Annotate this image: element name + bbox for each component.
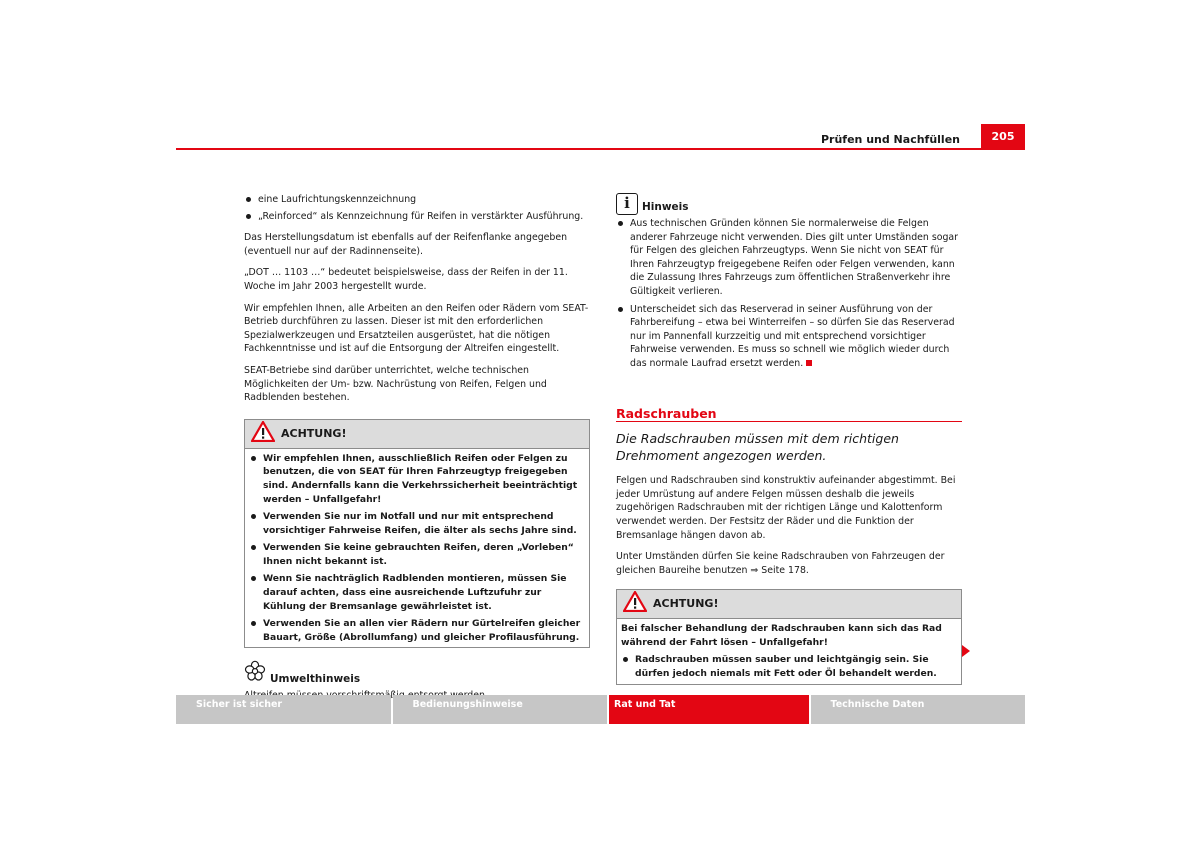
page-header-title: Prüfen und Nachfüllen — [820, 133, 960, 146]
paragraph: „DOT … 1103 …“ bedeutet beispielsweise, dass der Reifen in der 11. Woche im Jahr 2003 hergestellt wurde. — [244, 267, 568, 292]
header-rule — [176, 148, 1025, 150]
end-of-section-icon — [806, 360, 812, 366]
warning-item: Radschrauben müssen sauber und leichtgängig sein. Sie dürfen jedoch niemals mit Fett oder Öl behandelt werden. — [621, 653, 957, 680]
info-icon: i — [616, 193, 638, 215]
warning-triangle-icon — [251, 421, 275, 447]
warning-title: ACHTUNG! — [281, 426, 347, 440]
footer-tab-rat-und-tat[interactable]: Rat und Tat — [609, 695, 809, 724]
footer-tab-bedienungshinweise[interactable]: Bedienungshinweise — [393, 695, 608, 724]
paragraph: Unter Umständen dürfen Sie keine Radschrauben von Fahrzeugen der gleichen Baureihe benutzen ⇒ Seite 178. — [616, 551, 945, 576]
right-column — [616, 193, 962, 697]
list-item: eine Laufrichtungskennzeichnung — [244, 193, 590, 207]
warning-item: Wir empfehlen Ihnen, ausschließlich Reifen oder Felgen zu benutzen, die von SEAT für Ihren Fahrzeugtyp freigegeben sind. Andernfalls kann die Verkehrssicherheit beeinträchtigt werden – Unfallgefahr! — [249, 452, 585, 506]
paragraph: Das Herstellungsdatum ist ebenfalls auf der Reifenflanke angegeben (eventuell nur auf der Radinnenseite). — [244, 232, 568, 257]
environment-note-title: Umwelthinweis — [270, 673, 361, 686]
paragraph: Felgen und Radschrauben sind konstruktiv aufeinander abgestimmt. Bei jeder Umrüstung auf andere Felgen müssen deshalb die jeweils zugehörigen Radschrauben mit der richtigen Länge und Kalottenform verwendet werden. Der Festsitz der Räder und die Funktion der Bremsanlage hängen davon ab. — [616, 475, 956, 541]
warning-triangle-icon — [623, 591, 647, 617]
warning-intro: Bei falscher Behandlung der Radschrauben kann sich das Rad während der Fahrt lösen – Unfallgefahr! — [621, 623, 942, 648]
footer-tab-sicher-ist-sicher[interactable]: Sicher ist sicher — [176, 695, 391, 724]
warning-box — [244, 419, 590, 649]
hint-item — [616, 303, 962, 371]
paragraph: Wir empfehlen Ihnen, alle Arbeiten an den Reifen oder Rädern vom SEAT-Betrieb durchführen zu lassen. Dieser ist mit den erforderlichen Spezialwerkzeugen und Ersatzteilen ausgerüstet, hat die nötigen Fachkenntnisse und ist auf die Entsorgung der Altreifen eingestellt. — [244, 302, 589, 355]
warning-title: ACHTUNG! — [653, 597, 719, 611]
hint-header — [616, 193, 962, 215]
warning-item: Verwenden Sie an allen vier Rädern nur Gürtelreifen gleicher Bauart, Größe (Abrollumfang) und gleicher Profilausführung. — [249, 617, 585, 644]
page-number: 205 — [981, 124, 1025, 148]
next-page-arrow-icon — [962, 645, 970, 657]
left-column — [244, 193, 590, 703]
warning-item: Verwenden Sie keine gebrauchten Reifen, deren „Vorleben“ Ihnen nicht bekannt ist. — [249, 541, 585, 568]
paragraph: SEAT-Betriebe sind darüber unterrichtet, welche technischen Möglichkeiten der Um- bzw. Nachrüstung von Reifen, Felgen und Radblenden bestehen. — [244, 364, 547, 404]
warning-item: Wenn Sie nachträglich Radblenden montieren, müssen Sie darauf achten, dass eine ausreichende Luftzufuhr zur Kühlung der Bremsanlage gewährleistet ist. — [249, 572, 585, 613]
warning-body — [617, 619, 961, 683]
warning-header — [245, 420, 589, 449]
warning-item: Verwenden Sie nur im Notfall und nur mit entsprechend vorsichtiger Fahrweise Reifen, die älter als sechs Jahre sind. — [249, 510, 585, 537]
hint-item-text: Unterscheidet sich das Reserverad in seiner Ausführung von der Fahrbereifung – etwa bei Winterreifen – so dürfen Sie das Reserverad nur im Pannenfall kurzzeitig und mit entsprechend vorsichtiger Fahrweise verwenden. Es muss so schnell wie möglich wieder durch das normale Laufrad ersetzt werden. — [630, 303, 955, 369]
hint-title: Hinweis — [642, 201, 689, 214]
warning-box — [616, 589, 962, 684]
environment-note-header — [244, 660, 590, 687]
hint-item: Aus technischen Gründen können Sie normalerweise die Felgen anderer Fahrzeuge nicht verwenden. Dies gilt unter Umständen sogar für Felgen des gleichen Fahrzeugtyps. Wenn Sie nicht von SEAT für Ihren Fahrzeugtyp freigegebene Reifen oder Felgen verwenden, kann die Zulassung Ihres Fahrzeugs zum öffentlichen Straßenverkehr ihre Gültigkeit verlieren. — [616, 217, 962, 299]
footer-tab-technische-daten[interactable]: Technische Daten — [811, 695, 1026, 724]
section-subtitle: Die Radschrauben müssen mit dem richtigen Drehmoment angezogen werden. — [616, 431, 899, 464]
flower-icon — [244, 660, 266, 687]
warning-header — [617, 590, 961, 619]
warning-body — [245, 449, 589, 648]
footer-nav — [176, 695, 1025, 724]
list-item: „Reinforced“ als Kennzeichnung für Reifen in verstärkter Ausführung. — [244, 210, 590, 224]
section-title: Radschrauben — [616, 407, 962, 423]
